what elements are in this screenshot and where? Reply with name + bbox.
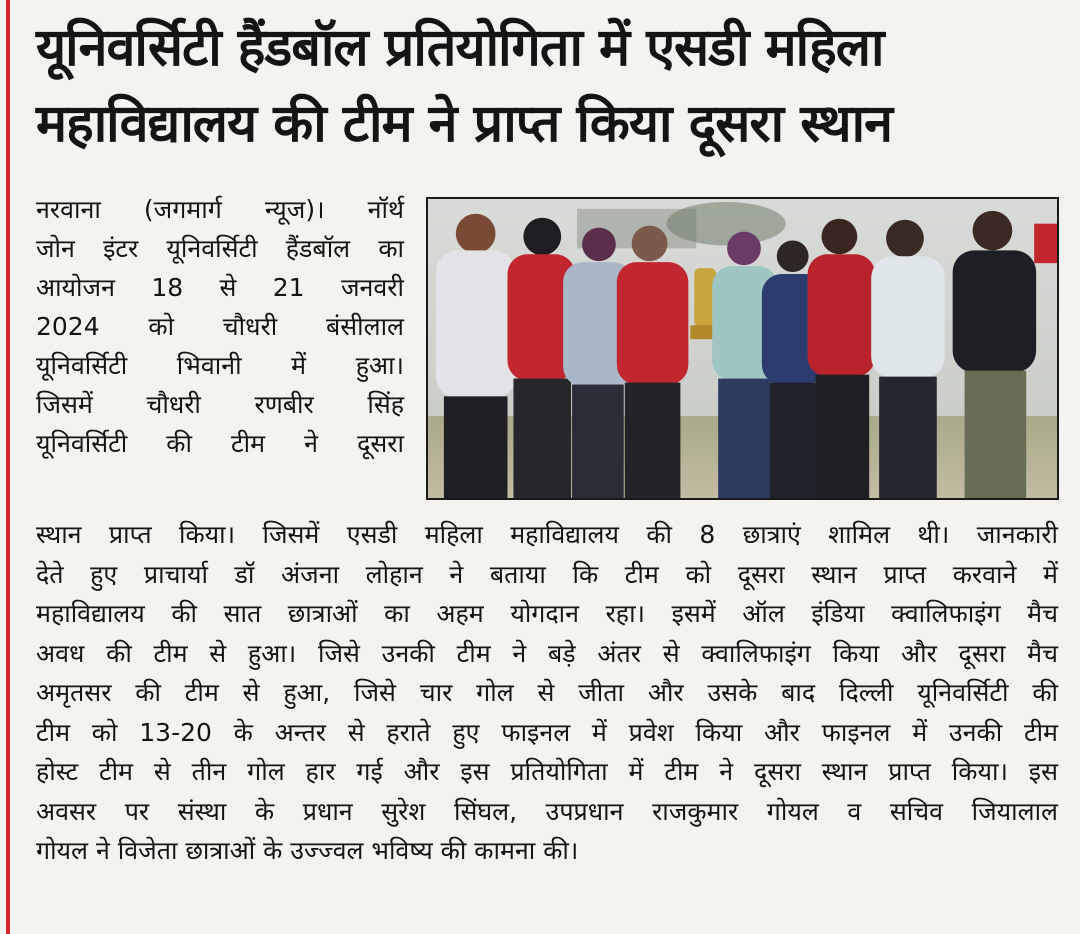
article-column-text bbox=[36, 190, 404, 463]
text-line: देते हुए प्राचार्या डॉ अंजना लोहान ने बताया कि टीम को दूसरा स्थान प्राप्त करवाने में bbox=[36, 559, 1058, 589]
text-line: यूनिवर्सिटी भिवानी में हुआ। bbox=[36, 351, 404, 380]
text-line: होस्ट टीम से तीन गोल हार गई और इस प्रतियोगिता में टीम ने दूसरा स्थान प्राप्त किया। इस bbox=[36, 757, 1058, 786]
text-line: महाविद्यालय की सात छात्राओं का अहम योगदान रहा। इसमें ऑल इंडिया क्वालिफाइंग मैच bbox=[36, 599, 1058, 628]
text-line: आयोजन 18 से 21 जनवरी bbox=[36, 273, 404, 302]
text-line: स्थान प्राप्त किया। जिसमें एसडी महिला महाविद्यालय की 8 छात्राएं शामिल थी। जानकारी bbox=[36, 520, 1058, 549]
text-line: अमृतसर की टीम से हुआ, जिसे चार गोल से जीता और उसके बाद दिल्ली यूनिवर्सिटी की bbox=[36, 678, 1058, 707]
text-line: 2024 को चौधरी बंसीलाल bbox=[36, 312, 404, 341]
text-line: जोन इंटर यूनिवर्सिटी हैंडबॉल का bbox=[36, 234, 404, 263]
headline bbox=[36, 10, 1056, 162]
text-line: नरवाना (जगमार्ग न्यूज)। नॉर्थ bbox=[36, 195, 404, 224]
article-body-text bbox=[36, 515, 1058, 871]
text-line: अवध की टीम से हुआ। जिसे उनकी टीम ने बड़े अंतर से क्वालिफाइंग किया और दूसरा मैच bbox=[36, 638, 1058, 668]
text-line: यूनिवर्सिटी की टीम ने दूसरा bbox=[36, 429, 404, 458]
text-line: टीम को 13-20 के अन्तर से हराते हुए फाइनल में प्रवेश किया और फाइनल में उनकी टीम bbox=[36, 717, 1058, 747]
team-photo-illustration bbox=[428, 199, 1057, 498]
text-line: जिसमें चौधरी रणबीर सिंह bbox=[36, 390, 404, 419]
headline-line-1: यूनिवर्सिटी हैंडबॉल प्रतियोगिता में एसडी महिला bbox=[36, 18, 884, 78]
headline-line-2: महाविद्यालय की टीम ने प्राप्त किया दूसरा स्थान bbox=[36, 94, 892, 154]
margin-rule bbox=[6, 0, 10, 934]
team-photo bbox=[426, 197, 1059, 500]
text-line: गोयल ने विजेता छात्राओं के उज्ज्वल भविष्य की कामना की। bbox=[36, 836, 579, 865]
text-line: अवसर पर संस्था के प्रधान सुरेश सिंघल, उपप्रधान राजकुमार गोयल व सचिव जियालाल bbox=[36, 796, 1058, 826]
